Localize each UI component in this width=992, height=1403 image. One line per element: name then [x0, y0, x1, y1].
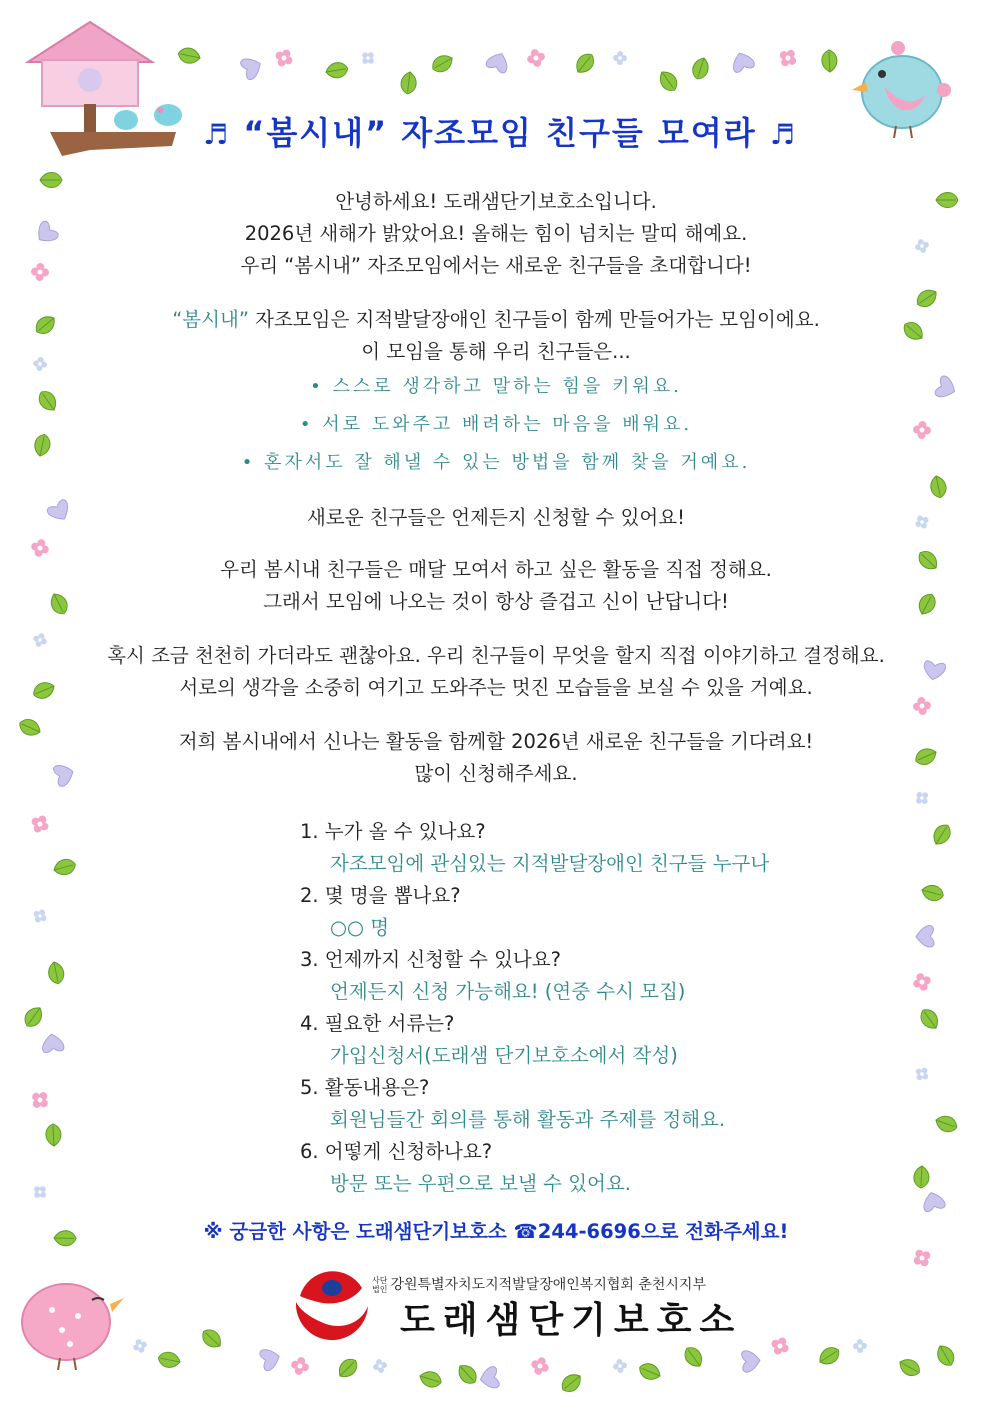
flower-icon: [28, 812, 52, 836]
flower-icon: [32, 356, 48, 372]
leaf-icon: [917, 1006, 942, 1033]
page-title: [200, 108, 800, 154]
heart-icon: [741, 1350, 761, 1373]
flower-icon: [911, 971, 934, 994]
leaf-icon: [17, 716, 43, 739]
birdhouse-icon: [28, 22, 182, 156]
join-anytime: 새로운 친구들은 언제든지 신청할 수 있어요!: [307, 506, 685, 529]
flower-icon: [29, 537, 51, 559]
leaf-icon: [31, 679, 57, 701]
faq-answer: 가입신청서(도래샘 단기보호소에서 작성): [330, 1044, 678, 1067]
faq-answer: 방문 또는 우편으로 보낼 수 있어요.: [330, 1172, 631, 1195]
intro-line: 안녕하세요! 도래샘단기보호소입니다.: [335, 190, 657, 213]
leaf-icon: [429, 52, 456, 76]
flower-icon: [613, 51, 627, 65]
flower-icon: [30, 1182, 50, 1202]
org-affiliation: 사단 법인 강원특별자치도지적발달장애인복지협회 춘천시지부: [372, 1276, 706, 1294]
heart-icon: [478, 1366, 499, 1390]
leaf-icon: [934, 1342, 958, 1369]
faq-answer: ○○ 명: [330, 916, 390, 939]
flower-icon: [358, 48, 378, 68]
about-line: “봄시내” 자조모임은 지적발달장애인 친구들이 함께 만들어가는 모임이에요.: [172, 308, 820, 331]
leaf-icon: [933, 1113, 959, 1135]
org-type-label: 사단 법인: [372, 1276, 388, 1294]
bird-icon: [852, 41, 951, 138]
flower-icon: [131, 1337, 149, 1355]
leaf-icon: [454, 1361, 480, 1387]
leaf-icon: [821, 50, 837, 73]
leaf-icon: [936, 193, 958, 208]
leaf-icon: [637, 1361, 663, 1383]
flower-icon: [612, 1358, 628, 1374]
music-note-icon: ♬: [769, 118, 797, 151]
leaf-icon: [177, 46, 202, 65]
leaf-icon: [157, 1350, 181, 1369]
leaf-icon: [40, 173, 62, 188]
benefit-item: • 스스로 생각하고 말하는 힘을 키워요.: [310, 376, 682, 397]
flower-icon: [27, 1087, 52, 1112]
heart-icon: [41, 1033, 64, 1053]
about-line: 이 모임을 통해 우리 친구들은...: [361, 340, 631, 363]
faq-answer: 회원님들간 회의를 통해 활동과 주제를 정해요.: [330, 1108, 726, 1131]
heart-icon: [259, 1346, 282, 1372]
leaf-icon: [52, 857, 77, 877]
flower-icon: [853, 1339, 867, 1353]
heart-icon: [485, 49, 512, 74]
leaf-icon: [681, 1344, 706, 1371]
leaf-icon: [199, 1326, 225, 1352]
bird-icon: [22, 1284, 124, 1370]
flower-icon: [912, 1064, 932, 1084]
flower-icon: [910, 1246, 935, 1271]
flower-icon: [30, 262, 49, 281]
leaf-icon: [335, 1355, 361, 1381]
about-paragraph: [60, 304, 932, 482]
leaf-icon: [816, 1344, 843, 1369]
flower-icon: [30, 906, 49, 925]
group-name: “봄시내”: [172, 308, 249, 331]
title-text: “봄시내” 자조모임 친구들 모여라: [243, 114, 757, 152]
leaf-icon: [930, 821, 954, 848]
leaf-icon: [35, 388, 60, 415]
heart-icon: [729, 50, 755, 74]
contact-info: ※ 궁금한 사항은 도래샘단기보호소 ☎244-6696으로 전화주세요!: [203, 1220, 789, 1243]
org-name: 도래샘단기보호소: [400, 1300, 743, 1341]
faq-answer: 언제든지 신청 가능해요! (연중 수시 모집): [330, 980, 686, 1003]
faq-question: 1. 누가 올 수 있나요?: [300, 820, 486, 843]
faq-list: [300, 816, 860, 1200]
leaf-icon: [913, 1166, 929, 1189]
music-note-icon: ♬: [203, 118, 231, 151]
flower-icon: [528, 1354, 551, 1377]
leaf-icon: [558, 1370, 585, 1396]
flower-icon: [31, 631, 49, 649]
leaf-icon: [325, 61, 349, 79]
heart-icon: [934, 375, 958, 401]
intro-line: 2026년 새해가 밝았어요! 올해는 힘이 넘치는 말띠 해예요.: [244, 222, 748, 245]
flower-icon: [272, 46, 296, 70]
leaf-icon: [32, 312, 59, 338]
heart-icon: [921, 1190, 946, 1212]
leaf-icon: [47, 961, 66, 985]
flower-icon: [372, 1358, 389, 1375]
faq-question: 5. 활동내용은?: [300, 1076, 430, 1099]
heart-icon: [240, 54, 265, 81]
heart-icon: [916, 925, 934, 947]
leaf-icon: [400, 71, 418, 95]
faq-question: 2. 몇 명을 뽑나요?: [300, 884, 461, 907]
faq-question: 4. 필요한 서류는?: [300, 1012, 455, 1035]
closing-paragraph: 저희 봄시내에서 신나는 활동을 함께할 2026년 새로운 친구들을 기다려요! 많이 신청해주세요.: [178, 730, 814, 785]
benefit-item: • 서로 도와주고 배려하는 마음을 배워요.: [299, 414, 693, 435]
flower-icon: [912, 788, 932, 808]
slow-paragraph: 혹시 조금 천천히 가더라도 괜찮아요. 우리 친구들이 무엇을 할지 직접 이야기하고 결정해요. 서로의 생각을 소중히 여기고 도와주는 멋진 모습들을 보실 수 있을 거예요.: [107, 644, 885, 699]
heart-icon: [32, 220, 60, 248]
faq-question: 3. 언제까지 신청할 수 있나요?: [300, 948, 561, 971]
leaf-icon: [45, 1124, 61, 1147]
faq-question: 6. 어떻게 신청하나요?: [300, 1140, 493, 1163]
leaf-icon: [920, 883, 945, 903]
flower-icon: [289, 1355, 311, 1377]
leaf-icon: [21, 1004, 46, 1031]
intro-paragraph: [60, 186, 932, 282]
org-logo-icon: [296, 1271, 368, 1340]
flower-icon: [776, 46, 801, 71]
benefit-item: • 혼자서도 잘 해낼 수 있는 방법을 함께 찾을 거예요.: [241, 452, 751, 473]
flower-icon: [525, 47, 547, 69]
leaf-icon: [572, 50, 598, 77]
flower-icon: [768, 1334, 792, 1358]
activities-paragraph: 우리 봄시내 친구들은 매달 모여서 하고 싶은 활동을 직접 정해요. 그래서 모임에 나오는 것이 항상 즐겁고 신이 난답니다!: [220, 558, 772, 613]
leaf-icon: [33, 433, 52, 458]
leaf-icon: [656, 68, 681, 95]
leaf-icon: [896, 1355, 923, 1379]
faq-answer: 자조모임에 관심있는 지적발달장애인 친구들 누구나: [330, 852, 770, 875]
leaf-icon: [690, 56, 711, 82]
intro-line: 우리 “봄시내” 자조모임에서는 새로운 친구들을 초대합니다!: [240, 254, 752, 277]
leaf-icon: [418, 1369, 443, 1390]
